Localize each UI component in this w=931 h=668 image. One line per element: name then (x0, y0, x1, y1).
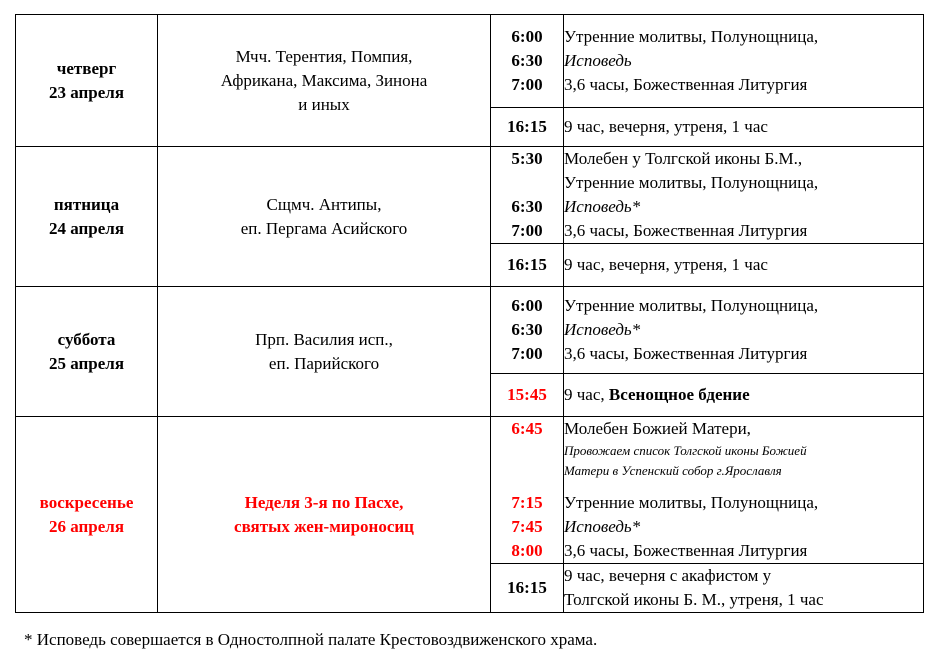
feast-cell (158, 417, 491, 613)
service: Исповедь* (564, 197, 641, 216)
service: Утренние молитвы, Полунощница, (564, 27, 819, 46)
saint-line: еп. Парийского (268, 353, 380, 373)
service-prefix: 9 час, (564, 385, 609, 404)
date: 26 апреля (48, 516, 125, 536)
morning-times (491, 287, 564, 374)
time: 6:30 (511, 320, 543, 339)
table-row (16, 147, 924, 244)
saint-line: Сщмч. Антипы, (266, 194, 382, 214)
table-row (16, 287, 924, 374)
table-row (16, 15, 924, 108)
evening-service (564, 564, 924, 613)
date: 25 апреля (48, 353, 125, 373)
service: Исповедь* (564, 320, 641, 339)
weekday: пятница (53, 194, 120, 214)
morning-services (564, 15, 924, 108)
table-row (16, 417, 924, 564)
feast-line: святых жен-мироносиц (234, 516, 414, 536)
saint-line: Африкана, Максима, Зинона (220, 70, 428, 90)
morning-times (491, 147, 564, 244)
time: 7:15 (511, 493, 543, 512)
evening-service (564, 374, 924, 417)
service: 3,6 часы, Божественная Литургия (564, 541, 808, 560)
saint-cell (158, 15, 491, 147)
weekday: четверг (56, 58, 117, 78)
time: 7:00 (511, 221, 543, 240)
weekday: воскресенье (39, 492, 134, 512)
service: 3,6 часы, Божественная Литургия (564, 221, 808, 240)
time: 6:00 (511, 296, 543, 315)
service: Молебен Божией Матери, (564, 419, 751, 438)
time: 7:00 (511, 75, 543, 94)
service-note: Провожаем список Толгской иконы Божией (564, 443, 807, 458)
evening-service: 9 час, вечерня, утреня, 1 час (564, 244, 924, 287)
time: 7:00 (511, 344, 543, 363)
saint-line: Мчч. Терентия, Помпия, (235, 46, 413, 66)
service: Исповедь (564, 51, 632, 70)
service: 3,6 часы, Божественная Литургия (564, 75, 808, 94)
time: 7:45 (511, 517, 543, 536)
saint-line: еп. Пергама Асийского (240, 218, 408, 238)
time: 8:00 (511, 541, 543, 560)
day-cell (16, 147, 158, 287)
service: Исповедь* (564, 517, 641, 536)
evening-time: 15:45 (491, 374, 564, 417)
time: 5:30 (511, 149, 543, 168)
service: 3,6 часы, Божественная Литургия (564, 344, 808, 363)
time: 6:30 (511, 197, 543, 216)
saint-line: Прп. Василия исп., (255, 329, 393, 349)
evening-time: 16:15 (491, 564, 564, 613)
morning-times (491, 15, 564, 108)
saint-cell (158, 287, 491, 417)
service-line: 9 час, вечерня с акафистом у (564, 566, 772, 585)
service-note: Матери в Успенский собор г.Ярославля (564, 463, 782, 478)
weekday: суббота (57, 329, 116, 349)
date: 23 апреля (48, 82, 125, 102)
service-line: Толгской иконы Б. М., утреня, 1 час (564, 590, 824, 609)
time: 6:30 (511, 51, 543, 70)
day-cell (16, 417, 158, 613)
service: Утренние молитвы, Полунощница, (564, 493, 819, 512)
footnote: * Исповедь совершается в Одностолпной палате Крестовоздвиженского храма. (24, 630, 598, 649)
morning-services (564, 147, 924, 244)
time: 6:45 (511, 419, 543, 438)
schedule-table (15, 14, 924, 613)
day-cell (16, 287, 158, 417)
day-cell (16, 15, 158, 147)
evening-service: 9 час, вечерня, утреня, 1 час (564, 108, 924, 147)
service: Утренние молитвы, Полунощница, (564, 173, 819, 192)
service: Молебен у Толгской иконы Б.М., (564, 149, 803, 168)
date: 24 апреля (48, 218, 125, 238)
time: 6:00 (511, 27, 543, 46)
evening-time: 16:15 (491, 244, 564, 287)
time (491, 171, 563, 195)
morning-services (564, 417, 924, 564)
service: Утренние молитвы, Полунощница, (564, 296, 819, 315)
feast-line: Неделя 3-я по Пасхе, (244, 492, 404, 512)
evening-time: 16:15 (491, 108, 564, 147)
morning-times (491, 417, 564, 564)
morning-services (564, 287, 924, 374)
saint-line: и иных (298, 94, 350, 114)
saint-cell (158, 147, 491, 287)
vigil-label: Всенощное бдение (608, 385, 750, 404)
